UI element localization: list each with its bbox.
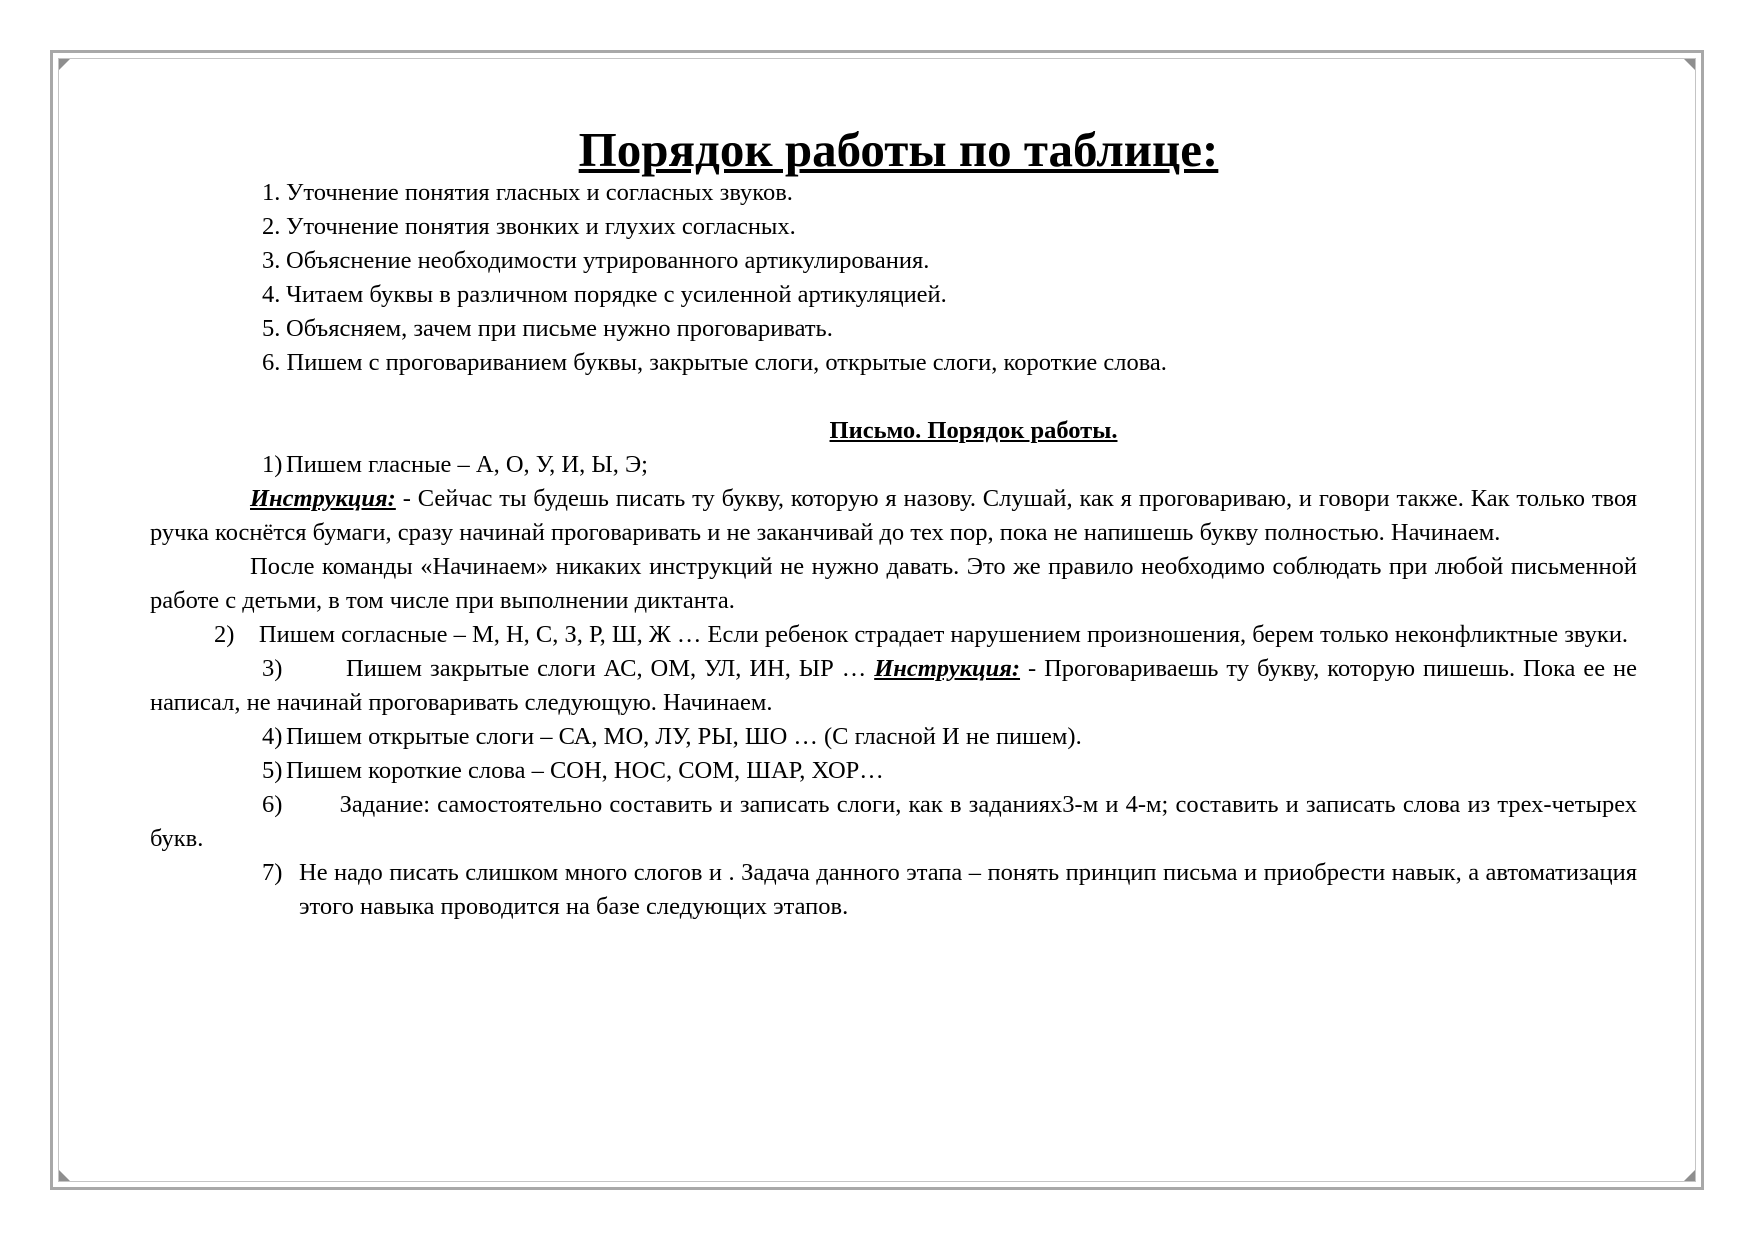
step-text: Пишем согласные – М, Н, С, З, Р, Ш, Ж … Если ребенок страдает нарушением произношения, берем только неконфликтные звуки. (258, 621, 1629, 648)
list-item-number: 3. (262, 247, 281, 274)
step-text: Задание: самостоятельно составить и записать слоги, как в заданиях3-м и 4-м; составить и записать слова из трех-четырех букв. (150, 791, 1638, 852)
corner-ornament-bottom-right (1684, 1170, 1695, 1181)
step-4 (150, 720, 1637, 754)
step-number: 6) (262, 791, 283, 818)
list-item-text: Читаем буквы в различном порядке с усиленной артикуляцией. (286, 281, 947, 308)
step-7 (150, 856, 1637, 924)
step-1 (150, 448, 1637, 482)
step-number: 4) (262, 723, 283, 750)
top-numbered-list (150, 176, 1637, 380)
list-item (150, 278, 1637, 312)
step-number: 5) (262, 757, 283, 784)
step-3 (150, 652, 1637, 720)
instruction-label: Инструкция: (250, 485, 396, 512)
list-item-text: Пишем с проговариванием буквы, закрытые слоги, открытые слоги, короткие слова. (280, 349, 1167, 376)
step-6 (150, 788, 1637, 856)
document-body (150, 120, 1637, 924)
list-item-number: 6. (262, 349, 281, 376)
step-number: 3) (262, 655, 283, 682)
corner-ornament-top-left (59, 59, 70, 70)
step-text: Пишем гласные – А, О, У, И, Ы, Э; (286, 451, 648, 478)
list-item (150, 346, 1637, 380)
step-number: 7) (262, 859, 283, 886)
step-text: Пишем открытые слоги – СА, МО, ЛУ, РЫ, ШО … (С гласной И не пишем). (286, 723, 1082, 750)
step-text: Пишем закрытые слоги АС, ОМ, УЛ, ИН, ЫР … (346, 655, 875, 682)
step-number: 1) (262, 451, 283, 478)
instruction-label: Инструкция: (874, 655, 1021, 682)
list-item-number: 2. (262, 213, 281, 240)
step-text-continued: - Проговариваешь ту букву, которую пишешь. Пока ее не написал, не начинай проговаривать следующую. Начинаем. (150, 655, 1638, 716)
corner-ornament-top-right (1684, 59, 1695, 70)
step-2 (150, 618, 1637, 652)
step-text: Пишем короткие слова – СОН, НОС, СОМ, ШАР, ХОР… (286, 757, 884, 784)
step-text: Не надо писать слишком много слогов и . Задача данного этапа – понять принцип письма и приобрести навык, а автоматизация этого навыка проводится на базе следующих этапов. (299, 859, 1637, 920)
list-item-number: 1. (262, 179, 281, 206)
list-item-number: 5. (262, 315, 281, 342)
corner-ornament-bottom-left (59, 1170, 70, 1181)
list-item-text: Объясняем, зачем при письме нужно проговаривать. (286, 315, 833, 342)
list-item (150, 210, 1637, 244)
note-paragraph: После команды «Начинаем» никаких инструкций не нужно давать. Это же правило необходимо соблюдать при любой письменной работе с детьми, в том числе при выполнении диктанта. (150, 553, 1637, 614)
list-item-text: Уточнение понятия звонких и глухих согласных. (286, 213, 796, 240)
list-item-text: Уточнение понятия гласных и согласных звуков. (286, 179, 793, 206)
list-item (150, 312, 1637, 346)
instruction-text: - Сейчас ты будешь писать ту букву, которую я назову. Слушай, как я проговариваю, и говори также. Как только твоя ручка коснётся бумаги, сразу начинай проговаривать и не заканчивай до тех пор, пока не напишешь букву полностью. Начинаем. (150, 485, 1637, 546)
section-subheading: Письмо. Порядок работы. (829, 417, 1118, 444)
list-item-text: Объяснение необходимости утрированного артикулирования. (286, 247, 930, 274)
list-item (150, 244, 1637, 278)
list-item (150, 176, 1637, 210)
step-number: 2) (214, 621, 235, 648)
instruction-paragraph (150, 482, 1637, 550)
page-title: Порядок работы по таблице: (578, 122, 1219, 177)
list-item-number: 4. (262, 281, 281, 308)
step-5 (150, 754, 1637, 788)
